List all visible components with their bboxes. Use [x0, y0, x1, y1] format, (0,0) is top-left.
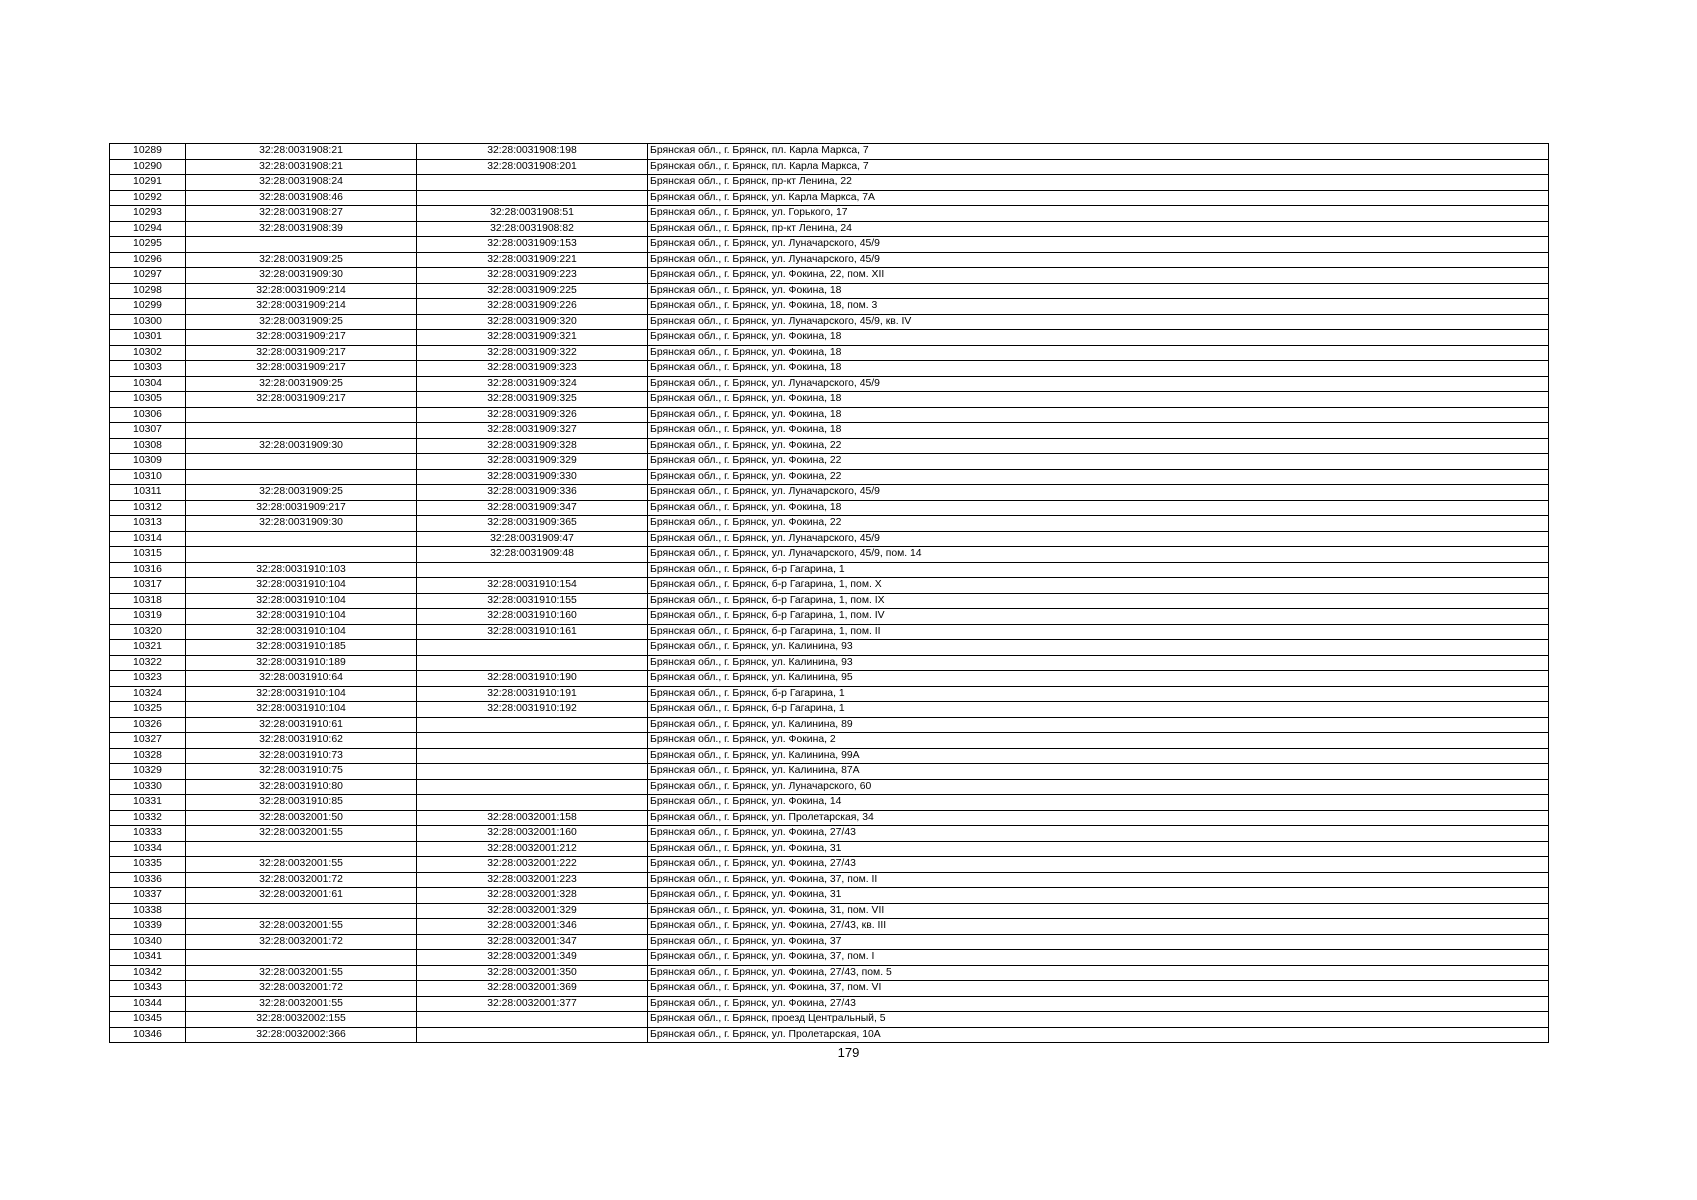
cadastral-number-cell: [186, 531, 417, 547]
address-cell: Брянская обл., г. Брянск, ул. Фокина, 18, пом. 3: [648, 299, 1549, 315]
object-number-cell: 32:28:0031910:154: [417, 578, 648, 594]
address-cell: Брянская обл., г. Брянск, ул. Луначарского, 45/9: [648, 531, 1549, 547]
row-number-cell: 10333: [110, 826, 186, 842]
cadastral-number-cell: 32:28:0031910:104: [186, 686, 417, 702]
table-row: [110, 578, 1549, 594]
cadastral-number-cell: 32:28:0031908:46: [186, 190, 417, 206]
table-row: [110, 144, 1549, 160]
cadastral-number-cell: 32:28:0032002:366: [186, 1027, 417, 1043]
cadastral-number-cell: 32:28:0032001:50: [186, 810, 417, 826]
row-number-cell: 10292: [110, 190, 186, 206]
address-cell: Брянская обл., г. Брянск, ул. Фокина, 14: [648, 795, 1549, 811]
cadastral-number-cell: [186, 423, 417, 439]
address-cell: Брянская обл., г. Брянск, пл. Карла Маркса, 7: [648, 144, 1549, 160]
address-cell: Брянская обл., г. Брянск, ул. Фокина, 31: [648, 841, 1549, 857]
table-row: [110, 376, 1549, 392]
object-number-cell: [417, 1012, 648, 1028]
row-number-cell: 10309: [110, 454, 186, 470]
address-cell: Брянская обл., г. Брянск, ул. Фокина, 27/43: [648, 826, 1549, 842]
cadastral-number-cell: 32:28:0031908:39: [186, 221, 417, 237]
table-row: [110, 717, 1549, 733]
object-number-cell: 32:28:0031909:47: [417, 531, 648, 547]
object-number-cell: 32:28:0031909:365: [417, 516, 648, 532]
address-cell: Брянская обл., г. Брянск, ул. Фокина, 18: [648, 283, 1549, 299]
address-cell: Брянская обл., г. Брянск, ул. Фокина, 31: [648, 888, 1549, 904]
address-cell: Брянская обл., г. Брянск, б-р Гагарина, 1: [648, 702, 1549, 718]
table-row: [110, 469, 1549, 485]
row-number-cell: 10306: [110, 407, 186, 423]
table-row: [110, 438, 1549, 454]
cadastral-number-cell: 32:28:0031909:30: [186, 268, 417, 284]
object-number-cell: 32:28:0031909:330: [417, 469, 648, 485]
object-number-cell: 32:28:0031909:323: [417, 361, 648, 377]
cadastral-number-cell: 32:28:0031910:73: [186, 748, 417, 764]
row-number-cell: 10327: [110, 733, 186, 749]
row-number-cell: 10338: [110, 903, 186, 919]
address-cell: Брянская обл., г. Брянск, ул. Пролетарская, 10А: [648, 1027, 1549, 1043]
row-number-cell: 10308: [110, 438, 186, 454]
address-cell: Брянская обл., г. Брянск, ул. Луначарского, 45/9, пом. 14: [648, 547, 1549, 563]
cadastral-number-cell: 32:28:0031909:217: [186, 361, 417, 377]
table-row: [110, 748, 1549, 764]
page-number: 179: [837, 1045, 860, 1060]
row-number-cell: 10299: [110, 299, 186, 315]
cadastral-number-cell: 32:28:0031908:27: [186, 206, 417, 222]
table-row: [110, 702, 1549, 718]
cadastral-number-cell: 32:28:0031910:64: [186, 671, 417, 687]
cadastral-number-cell: 32:28:0032001:55: [186, 919, 417, 935]
cadastral-number-cell: 32:28:0031909:30: [186, 516, 417, 532]
address-cell: Брянская обл., г. Брянск, ул. Фокина, 18: [648, 423, 1549, 439]
address-cell: Брянская обл., г. Брянск, ул. Калинина, 93: [648, 655, 1549, 671]
object-number-cell: 32:28:0031910:155: [417, 593, 648, 609]
row-number-cell: 10298: [110, 283, 186, 299]
object-number-cell: 32:28:0031909:324: [417, 376, 648, 392]
cadastral-number-cell: 32:28:0031910:61: [186, 717, 417, 733]
object-number-cell: 32:28:0031909:226: [417, 299, 648, 315]
cadastral-number-cell: [186, 903, 417, 919]
table-row: [110, 671, 1549, 687]
object-number-cell: 32:28:0031909:221: [417, 252, 648, 268]
cadastral-number-cell: 32:28:0032001:72: [186, 872, 417, 888]
object-number-cell: [417, 190, 648, 206]
address-cell: Брянская обл., г. Брянск, ул. Карла Маркса, 7А: [648, 190, 1549, 206]
table-row: [110, 423, 1549, 439]
row-number-cell: 10334: [110, 841, 186, 857]
row-number-cell: 10293: [110, 206, 186, 222]
object-number-cell: 32:28:0031909:325: [417, 392, 648, 408]
cadastral-number-cell: 32:28:0031910:62: [186, 733, 417, 749]
table-row: [110, 934, 1549, 950]
address-cell: Брянская обл., г. Брянск, б-р Гагарина, 1, пом. X: [648, 578, 1549, 594]
row-number-cell: 10323: [110, 671, 186, 687]
object-number-cell: 32:28:0032001:160: [417, 826, 648, 842]
object-number-cell: 32:28:0032001:329: [417, 903, 648, 919]
table-row: [110, 810, 1549, 826]
object-number-cell: 32:28:0031910:160: [417, 609, 648, 625]
row-number-cell: 10326: [110, 717, 186, 733]
object-number-cell: [417, 175, 648, 191]
object-number-cell: 32:28:0032001:328: [417, 888, 648, 904]
table-row: [110, 981, 1549, 997]
table-row: [110, 733, 1549, 749]
object-number-cell: [417, 562, 648, 578]
object-number-cell: 32:28:0031909:327: [417, 423, 648, 439]
address-cell: Брянская обл., г. Брянск, ул. Фокина, 18: [648, 345, 1549, 361]
address-cell: Брянская обл., г. Брянск, б-р Гагарина, 1: [648, 686, 1549, 702]
table-row: [110, 903, 1549, 919]
cadastral-number-cell: [186, 237, 417, 253]
row-number-cell: 10324: [110, 686, 186, 702]
table-row: [110, 593, 1549, 609]
table-row: [110, 547, 1549, 563]
object-number-cell: [417, 795, 648, 811]
address-cell: Брянская обл., г. Брянск, ул. Луначарского, 45/9: [648, 485, 1549, 501]
row-number-cell: 10346: [110, 1027, 186, 1043]
table-row: [110, 857, 1549, 873]
object-number-cell: 32:28:0031909:48: [417, 547, 648, 563]
table-row: [110, 826, 1549, 842]
cadastral-number-cell: 32:28:0031909:217: [186, 345, 417, 361]
row-number-cell: 10336: [110, 872, 186, 888]
address-cell: Брянская обл., г. Брянск, ул. Фокина, 37, пом. I: [648, 950, 1549, 966]
table-row: [110, 361, 1549, 377]
row-number-cell: 10342: [110, 965, 186, 981]
table-row: [110, 1027, 1549, 1043]
object-number-cell: 32:28:0031909:320: [417, 314, 648, 330]
address-cell: Брянская обл., г. Брянск, ул. Фокина, 22, пом. XII: [648, 268, 1549, 284]
row-number-cell: 10329: [110, 764, 186, 780]
row-number-cell: 10294: [110, 221, 186, 237]
row-number-cell: 10328: [110, 748, 186, 764]
cadastral-number-cell: 32:28:0031909:30: [186, 438, 417, 454]
address-cell: Брянская обл., г. Брянск, ул. Калинина, 99А: [648, 748, 1549, 764]
address-cell: Брянская обл., г. Брянск, ул. Луначарского, 45/9: [648, 237, 1549, 253]
object-number-cell: 32:28:0031909:223: [417, 268, 648, 284]
table-row: [110, 392, 1549, 408]
table-row: [110, 965, 1549, 981]
table-row: [110, 237, 1549, 253]
row-number-cell: 10303: [110, 361, 186, 377]
cadastral-number-cell: 32:28:0031910:103: [186, 562, 417, 578]
object-number-cell: [417, 733, 648, 749]
address-cell: Брянская обл., г. Брянск, проезд Центральный, 5: [648, 1012, 1549, 1028]
row-number-cell: 10300: [110, 314, 186, 330]
cadastral-number-cell: 32:28:0031910:104: [186, 624, 417, 640]
cadastral-number-cell: 32:28:0032001:72: [186, 934, 417, 950]
row-number-cell: 10331: [110, 795, 186, 811]
cadastral-number-cell: 32:28:0031910:104: [186, 609, 417, 625]
table-row: [110, 996, 1549, 1012]
cadastral-number-cell: 32:28:0032001:55: [186, 965, 417, 981]
object-number-cell: 32:28:0031910:161: [417, 624, 648, 640]
row-number-cell: 10345: [110, 1012, 186, 1028]
cadastral-number-cell: 32:28:0031909:217: [186, 392, 417, 408]
object-number-cell: [417, 1027, 648, 1043]
table-row: [110, 314, 1549, 330]
table-row: [110, 485, 1549, 501]
cadastral-number-cell: 32:28:0031908:21: [186, 144, 417, 160]
address-cell: Брянская обл., г. Брянск, ул. Фокина, 18: [648, 500, 1549, 516]
object-number-cell: 32:28:0032001:222: [417, 857, 648, 873]
table-row: [110, 283, 1549, 299]
address-cell: Брянская обл., г. Брянск, ул. Калинина, 93: [648, 640, 1549, 656]
table-row: [110, 407, 1549, 423]
cadastral-number-cell: [186, 454, 417, 470]
object-number-cell: 32:28:0031910:192: [417, 702, 648, 718]
cadastral-number-cell: 32:28:0032002:155: [186, 1012, 417, 1028]
cadastral-number-cell: 32:28:0032001:61: [186, 888, 417, 904]
cadastral-number-cell: 32:28:0032001:72: [186, 981, 417, 997]
row-number-cell: 10310: [110, 469, 186, 485]
object-number-cell: [417, 748, 648, 764]
row-number-cell: 10291: [110, 175, 186, 191]
row-number-cell: 10340: [110, 934, 186, 950]
cadastral-number-cell: 32:28:0031910:104: [186, 702, 417, 718]
cadastral-number-cell: 32:28:0031909:214: [186, 283, 417, 299]
cadastral-number-cell: [186, 841, 417, 857]
table-row: [110, 655, 1549, 671]
object-number-cell: 32:28:0032001:212: [417, 841, 648, 857]
cadastral-number-cell: 32:28:0031909:214: [186, 299, 417, 315]
object-number-cell: 32:28:0031910:191: [417, 686, 648, 702]
address-cell: Брянская обл., г. Брянск, ул. Фокина, 22: [648, 454, 1549, 470]
table-row: [110, 640, 1549, 656]
row-number-cell: 10330: [110, 779, 186, 795]
table-row: [110, 516, 1549, 532]
object-number-cell: 32:28:0032001:350: [417, 965, 648, 981]
address-cell: Брянская обл., г. Брянск, ул. Фокина, 22: [648, 516, 1549, 532]
row-number-cell: 10290: [110, 159, 186, 175]
table-row: [110, 221, 1549, 237]
object-number-cell: [417, 640, 648, 656]
cadastral-number-cell: 32:28:0031908:21: [186, 159, 417, 175]
table-row: [110, 299, 1549, 315]
address-cell: Брянская обл., г. Брянск, ул. Фокина, 31, пом. VII: [648, 903, 1549, 919]
cadastral-number-cell: 32:28:0031910:185: [186, 640, 417, 656]
table-row: [110, 624, 1549, 640]
address-cell: Брянская обл., г. Брянск, ул. Фокина, 27/43, кв. III: [648, 919, 1549, 935]
row-number-cell: 10322: [110, 655, 186, 671]
address-cell: Брянская обл., г. Брянск, ул. Фокина, 37: [648, 934, 1549, 950]
table-row: [110, 1012, 1549, 1028]
address-cell: Брянская обл., г. Брянск, ул. Луначарского, 45/9: [648, 252, 1549, 268]
table-row: [110, 159, 1549, 175]
address-cell: Брянская обл., г. Брянск, ул. Фокина, 37, пом. II: [648, 872, 1549, 888]
object-number-cell: 32:28:0032001:346: [417, 919, 648, 935]
table-row: [110, 609, 1549, 625]
object-number-cell: 32:28:0031909:328: [417, 438, 648, 454]
address-cell: Брянская обл., г. Брянск, ул. Калинина, 95: [648, 671, 1549, 687]
cadastral-number-cell: 32:28:0031910:80: [186, 779, 417, 795]
object-number-cell: 32:28:0032001:349: [417, 950, 648, 966]
row-number-cell: 10319: [110, 609, 186, 625]
row-number-cell: 10316: [110, 562, 186, 578]
cadastral-number-cell: 32:28:0032001:55: [186, 826, 417, 842]
address-cell: Брянская обл., г. Брянск, ул. Фокина, 27/43: [648, 857, 1549, 873]
cadastral-number-cell: 32:28:0031908:24: [186, 175, 417, 191]
table-row: [110, 268, 1549, 284]
cadastral-number-cell: 32:28:0031909:25: [186, 485, 417, 501]
table-row: [110, 206, 1549, 222]
object-number-cell: 32:28:0031908:198: [417, 144, 648, 160]
address-cell: Брянская обл., г. Брянск, ул. Калинина, 87А: [648, 764, 1549, 780]
cadastral-number-cell: 32:28:0031909:25: [186, 314, 417, 330]
object-number-cell: 32:28:0032001:369: [417, 981, 648, 997]
object-number-cell: [417, 764, 648, 780]
object-number-cell: [417, 655, 648, 671]
address-cell: Брянская обл., г. Брянск, ул. Пролетарская, 34: [648, 810, 1549, 826]
cadastral-number-cell: [186, 469, 417, 485]
table-row: [110, 562, 1549, 578]
cadastral-number-cell: 32:28:0032001:55: [186, 996, 417, 1012]
table-row: [110, 175, 1549, 191]
object-number-cell: 32:28:0032001:347: [417, 934, 648, 950]
table-row: [110, 888, 1549, 904]
address-cell: Брянская обл., г. Брянск, ул. Луначарского, 60: [648, 779, 1549, 795]
cadastral-number-cell: 32:28:0031910:104: [186, 578, 417, 594]
cadastral-register-table: [109, 143, 1549, 1043]
object-number-cell: 32:28:0031909:329: [417, 454, 648, 470]
object-number-cell: 32:28:0031909:321: [417, 330, 648, 346]
table-row: [110, 252, 1549, 268]
object-number-cell: 32:28:0031908:82: [417, 221, 648, 237]
row-number-cell: 10341: [110, 950, 186, 966]
table-row: [110, 454, 1549, 470]
table-row: [110, 686, 1549, 702]
cadastral-number-cell: 32:28:0031909:217: [186, 330, 417, 346]
row-number-cell: 10335: [110, 857, 186, 873]
row-number-cell: 10315: [110, 547, 186, 563]
address-cell: Брянская обл., г. Брянск, б-р Гагарина, 1, пом. II: [648, 624, 1549, 640]
row-number-cell: 10321: [110, 640, 186, 656]
row-number-cell: 10305: [110, 392, 186, 408]
object-number-cell: 32:28:0031909:326: [417, 407, 648, 423]
table-row: [110, 872, 1549, 888]
address-cell: Брянская обл., г. Брянск, ул. Луначарского, 45/9: [648, 376, 1549, 392]
row-number-cell: 10295: [110, 237, 186, 253]
table-row: [110, 841, 1549, 857]
address-cell: Брянская обл., г. Брянск, ул. Фокина, 22: [648, 469, 1549, 485]
object-number-cell: 32:28:0031909:153: [417, 237, 648, 253]
address-cell: Брянская обл., г. Брянск, ул. Фокина, 18: [648, 361, 1549, 377]
object-number-cell: [417, 717, 648, 733]
cadastral-number-cell: 32:28:0031910:85: [186, 795, 417, 811]
table-row: [110, 531, 1549, 547]
cadastral-number-cell: [186, 407, 417, 423]
address-cell: Брянская обл., г. Брянск, ул. Фокина, 18: [648, 407, 1549, 423]
row-number-cell: 10313: [110, 516, 186, 532]
table-row: [110, 779, 1549, 795]
address-cell: Брянская обл., г. Брянск, ул. Фокина, 27/43: [648, 996, 1549, 1012]
table-row: [110, 795, 1549, 811]
row-number-cell: 10325: [110, 702, 186, 718]
row-number-cell: 10337: [110, 888, 186, 904]
row-number-cell: 10317: [110, 578, 186, 594]
row-number-cell: 10289: [110, 144, 186, 160]
row-number-cell: 10297: [110, 268, 186, 284]
row-number-cell: 10296: [110, 252, 186, 268]
cadastral-number-cell: [186, 950, 417, 966]
cadastral-number-cell: 32:28:0031909:25: [186, 376, 417, 392]
table-row: [110, 919, 1549, 935]
address-cell: Брянская обл., г. Брянск, пр-кт Ленина, 22: [648, 175, 1549, 191]
address-cell: Брянская обл., г. Брянск, ул. Фокина, 2: [648, 733, 1549, 749]
table-row: [110, 345, 1549, 361]
table-row: [110, 950, 1549, 966]
table-body: [110, 144, 1549, 1043]
row-number-cell: 10343: [110, 981, 186, 997]
row-number-cell: 10307: [110, 423, 186, 439]
address-cell: Брянская обл., г. Брянск, ул. Фокина, 37, пом. VI: [648, 981, 1549, 997]
object-number-cell: 32:28:0031909:322: [417, 345, 648, 361]
row-number-cell: 10312: [110, 500, 186, 516]
address-cell: Брянская обл., г. Брянск, ул. Фокина, 27/43, пом. 5: [648, 965, 1549, 981]
object-number-cell: 32:28:0031909:336: [417, 485, 648, 501]
row-number-cell: 10320: [110, 624, 186, 640]
cadastral-number-cell: 32:28:0031910:75: [186, 764, 417, 780]
address-cell: Брянская обл., г. Брянск, ул. Фокина, 18: [648, 392, 1549, 408]
row-number-cell: 10339: [110, 919, 186, 935]
row-number-cell: 10332: [110, 810, 186, 826]
object-number-cell: 32:28:0031908:201: [417, 159, 648, 175]
cadastral-number-cell: 32:28:0031910:189: [186, 655, 417, 671]
cadastral-number-cell: 32:28:0031910:104: [186, 593, 417, 609]
address-cell: Брянская обл., г. Брянск, б-р Гагарина, 1: [648, 562, 1549, 578]
object-number-cell: 32:28:0031909:347: [417, 500, 648, 516]
address-cell: Брянская обл., г. Брянск, б-р Гагарина, 1, пом. IX: [648, 593, 1549, 609]
cadastral-number-cell: 32:28:0031909:25: [186, 252, 417, 268]
object-number-cell: 32:28:0031910:190: [417, 671, 648, 687]
table-row: [110, 330, 1549, 346]
row-number-cell: 10301: [110, 330, 186, 346]
row-number-cell: 10314: [110, 531, 186, 547]
object-number-cell: 32:28:0032001:377: [417, 996, 648, 1012]
address-cell: Брянская обл., г. Брянск, ул. Горького, 17: [648, 206, 1549, 222]
object-number-cell: 32:28:0032001:223: [417, 872, 648, 888]
object-number-cell: [417, 779, 648, 795]
address-cell: Брянская обл., г. Брянск, ул. Фокина, 18: [648, 330, 1549, 346]
address-cell: Брянская обл., г. Брянск, ул. Луначарского, 45/9, кв. IV: [648, 314, 1549, 330]
address-cell: Брянская обл., г. Брянск, пл. Карла Маркса, 7: [648, 159, 1549, 175]
object-number-cell: 32:28:0031909:225: [417, 283, 648, 299]
address-cell: Брянская обл., г. Брянск, ул. Калинина, 89: [648, 717, 1549, 733]
cadastral-number-cell: 32:28:0031909:217: [186, 500, 417, 516]
object-number-cell: 32:28:0032001:158: [417, 810, 648, 826]
row-number-cell: 10318: [110, 593, 186, 609]
row-number-cell: 10302: [110, 345, 186, 361]
table-row: [110, 764, 1549, 780]
cadastral-number-cell: 32:28:0032001:55: [186, 857, 417, 873]
address-cell: Брянская обл., г. Брянск, б-р Гагарина, 1, пом. IV: [648, 609, 1549, 625]
address-cell: Брянская обл., г. Брянск, пр-кт Ленина, 24: [648, 221, 1549, 237]
table-row: [110, 190, 1549, 206]
cadastral-number-cell: [186, 547, 417, 563]
row-number-cell: 10311: [110, 485, 186, 501]
row-number-cell: 10304: [110, 376, 186, 392]
object-number-cell: 32:28:0031908:51: [417, 206, 648, 222]
row-number-cell: 10344: [110, 996, 186, 1012]
table-row: [110, 500, 1549, 516]
address-cell: Брянская обл., г. Брянск, ул. Фокина, 22: [648, 438, 1549, 454]
